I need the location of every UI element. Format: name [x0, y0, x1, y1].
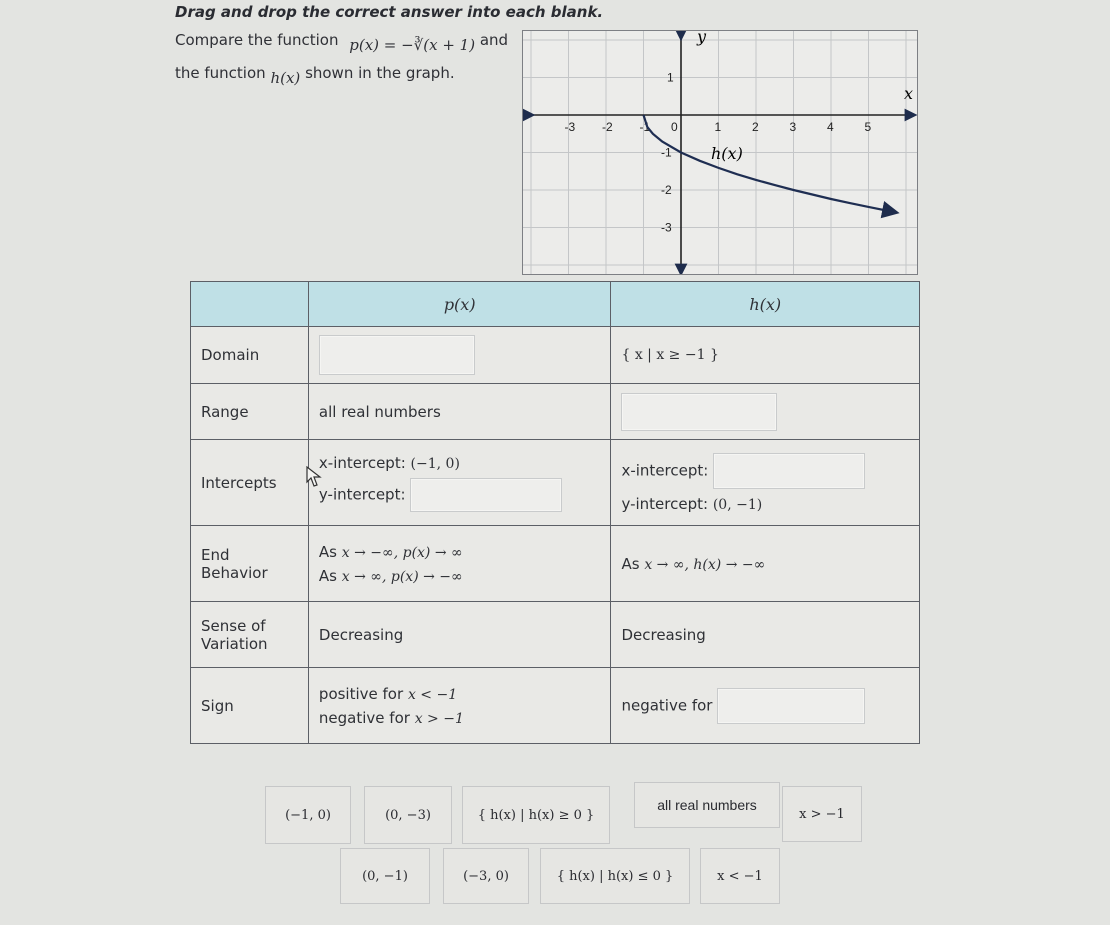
table-row: [191, 440, 920, 526]
y-tick-label: -2: [661, 183, 672, 197]
prompt-line-1: [175, 31, 509, 54]
as-text: As: [318, 566, 337, 585]
sign-h-cell: [611, 668, 920, 744]
sign-p-pos-cond: x < −1: [407, 686, 458, 703]
x-tick-label: 1: [714, 120, 722, 134]
answer-chip[interactable]: { h(x) | h(x) ≤ 0 }: [540, 848, 690, 904]
row-label-domain: Domain: [191, 327, 309, 384]
p-y-intercept-label: y-intercept:: [318, 485, 406, 503]
h-y-intercept-label: y-intercept:: [621, 494, 709, 513]
prompt-text: and: [479, 31, 509, 49]
x-tick-label: -2: [602, 120, 613, 134]
table-row: [191, 602, 920, 668]
row-label-end-behavior: End Behavior: [191, 526, 309, 602]
table-row: [191, 327, 920, 384]
end-behavior-h: [611, 526, 920, 602]
p-y-intercept-blank[interactable]: [410, 478, 562, 512]
row-label-intercepts: Intercepts: [191, 440, 309, 526]
sign-p-neg-cond: x > −1: [414, 710, 464, 727]
y-axis-label: y: [697, 30, 707, 46]
h-y-intercept-value: (0, −1): [712, 496, 763, 513]
sign-p-neg-text: negative for: [318, 708, 410, 727]
h-x-intercept-blank[interactable]: [713, 453, 865, 489]
answer-chip[interactable]: all real numbers: [634, 782, 780, 828]
end-behavior-p: [308, 526, 611, 602]
answer-chip[interactable]: (0, −1): [340, 848, 430, 904]
sign-p: [308, 668, 611, 744]
row-label-sign: Sign: [191, 668, 309, 744]
range-p: all real numbers: [308, 384, 611, 440]
x-axis-label: x: [904, 84, 914, 103]
domain-p-cell: [308, 327, 611, 384]
y-tick-label: 1: [667, 70, 674, 85]
x-tick-label: 4: [827, 120, 834, 134]
p-end-behavior-2: x → ∞, p(x) → −∞: [341, 568, 463, 585]
p-definition: p(x) = −∛(x + 1): [349, 36, 476, 54]
range-h-blank[interactable]: [621, 393, 777, 431]
graph: [522, 30, 918, 275]
table-header-row: [191, 282, 920, 327]
domain-p-blank[interactable]: [319, 335, 475, 375]
answer-chip[interactable]: (−1, 0): [265, 786, 351, 844]
h-name: h(x): [270, 69, 301, 87]
x-tick-label: 3: [789, 120, 797, 134]
sense-h: Decreasing: [611, 602, 920, 668]
x-tick-label: -3: [564, 120, 576, 134]
table-header-empty: [191, 282, 309, 327]
header-h: h(x): [611, 282, 920, 327]
sense-label-1: Sense of: [201, 616, 266, 635]
domain-h: { x | x ≥ −1 }: [611, 327, 920, 384]
x-tick-label: 0: [671, 120, 678, 134]
table-row: [191, 526, 920, 602]
answer-chip[interactable]: { h(x) | h(x) ≥ 0 }: [462, 786, 610, 844]
curve-label: h(x): [711, 144, 743, 163]
as-text: As: [621, 554, 640, 573]
x-tick-label: 2: [752, 120, 759, 134]
prompt-line-2: [175, 64, 455, 87]
table-row: [191, 668, 920, 744]
comparison-table: [190, 281, 920, 744]
y-tick-label: -1: [661, 145, 672, 160]
sign-h-text: negative for: [621, 696, 713, 714]
sign-h-blank[interactable]: [717, 688, 865, 724]
p-end-behavior-1: x → −∞, p(x) → ∞: [341, 544, 463, 561]
answer-chip[interactable]: x > −1: [782, 786, 862, 842]
sense-label-2: Variation: [201, 634, 268, 653]
y-tick-label: -3: [661, 220, 672, 235]
intercepts-h-cell: [611, 440, 920, 526]
row-label-range: Range: [191, 384, 309, 440]
header-p: p(x): [308, 282, 611, 327]
as-text: As: [318, 542, 337, 561]
prompt-text: the function: [175, 64, 266, 82]
answer-chip[interactable]: (0, −3): [364, 786, 452, 844]
table-row: [191, 384, 920, 440]
row-label-sense: [191, 602, 309, 668]
answer-chip[interactable]: (−3, 0): [443, 848, 529, 904]
prompt-text: Compare the function: [175, 31, 339, 49]
x-tick-label: -1: [639, 120, 651, 134]
sense-p: Decreasing: [308, 602, 611, 668]
range-h-cell: [611, 384, 920, 440]
p-x-intercept-value: (−1, 0): [410, 455, 460, 472]
instructions: Drag and drop the correct answer into each blank.: [175, 3, 604, 21]
mouse-pointer-icon: [306, 466, 324, 488]
prompt-text: shown in the graph.: [305, 64, 455, 82]
p-x-intercept-label: x-intercept:: [318, 453, 406, 472]
sign-p-pos-text: positive for: [318, 684, 404, 703]
intercepts-p-cell: [308, 440, 611, 526]
answer-chip[interactable]: x < −1: [700, 848, 780, 904]
h-end-behavior: x → ∞, h(x) → −∞: [644, 556, 766, 573]
h-x-intercept-label: x-intercept:: [621, 461, 709, 479]
x-tick-label: 5: [864, 120, 872, 134]
